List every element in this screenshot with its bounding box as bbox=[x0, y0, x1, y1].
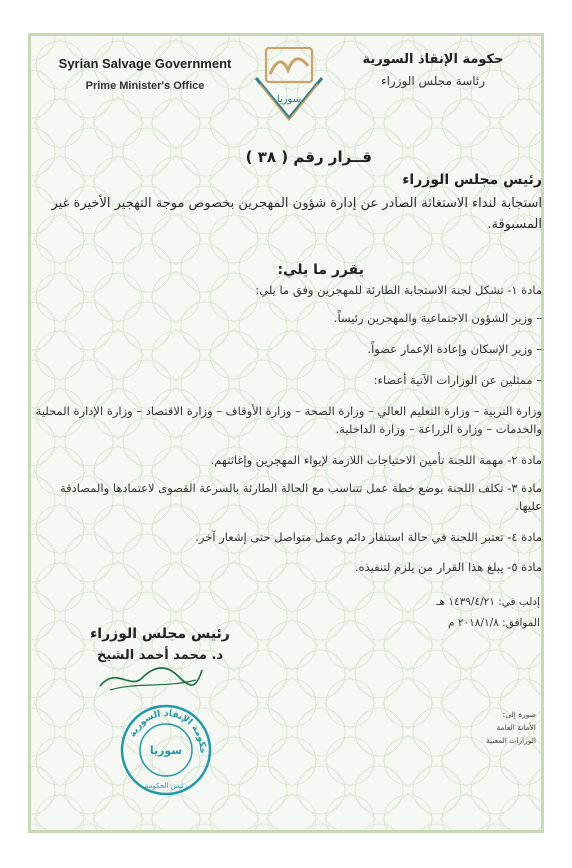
article-1: مادة ١- تشكل لجنة الاستجابة الطارئة للمهجرين وفق ما يلي: bbox=[255, 283, 542, 297]
date-gregorian: الموافق: ٢٠١٨/١/٨ م bbox=[448, 617, 540, 629]
member-ministries: – ممثلين عن الوزارات الآتية أعضاء: bbox=[373, 373, 542, 387]
office-name-ar: رئاسة مجلس الوزراء bbox=[380, 74, 486, 88]
issue-dates bbox=[340, 592, 540, 634]
article-2: مادة ٢- مهمة اللجنة تأمين الاحتياجات اللازمة لإيواء المهجرين وإغاثتهم. bbox=[210, 453, 542, 467]
stamp-center-text: سوريا bbox=[149, 744, 183, 757]
government-name-ar: حكومة الإنقاذ السورية bbox=[362, 52, 504, 67]
signatory-title: رئيس مجلس الوزراء bbox=[90, 626, 230, 642]
copies-item: الوزارات المعنية bbox=[486, 736, 536, 745]
stamp-bottom-text: رئيس الحكومة bbox=[144, 782, 188, 790]
article-3: مادة ٣- تكلف اللجنة بوضع خطة عمل تتناسب مع الحالة الطارئة بالسرعة القصوى لاعتمادها والمصادقة عليها. bbox=[60, 481, 542, 513]
stamp-ring-text: حكومة الإنقاذ السورية bbox=[127, 708, 208, 755]
decision-title: قــرار رقم ( ٣٨ ) bbox=[245, 148, 372, 166]
preamble: استجابة لنداء الاستغاثة الصادر عن إدارة شؤون المهجرين بخصوص موجة التهجير الأخيرة غير المسبوقة. bbox=[51, 196, 542, 232]
decides-heading: يقرر ما يلي: bbox=[277, 262, 364, 278]
copies-heading: صورة إلى: bbox=[502, 710, 536, 719]
copies-to bbox=[396, 708, 536, 747]
chief-heading: رئيس مجلس الوزراء bbox=[402, 172, 542, 188]
official-stamp bbox=[118, 702, 214, 798]
signatory-name: د. محمد أحمد الشيخ bbox=[96, 648, 224, 663]
government-name-en: Syrian Salvage Government bbox=[58, 56, 232, 71]
handwritten-signature bbox=[96, 660, 206, 696]
header-arabic bbox=[328, 52, 538, 88]
logo-wordmark: سوريا bbox=[276, 94, 302, 105]
government-logo bbox=[250, 40, 328, 124]
signatory-block bbox=[70, 626, 250, 663]
date-hijri: إدلب في: ١٤٣٩/٤/٢١ هـ bbox=[436, 596, 540, 608]
member-housing: – وزير الإسكان وإعادة الإعمار عضواً. bbox=[367, 342, 542, 356]
copies-item: الأمانة العامة bbox=[496, 723, 536, 732]
article-5: مادة ٥- يبلغ هذا القرار من يلزم لتنفيذه. bbox=[354, 560, 542, 574]
ministries-list: وزارة التربية – وزارة التعليم العالي – وزارة الصحة – وزارة الأوقاف – وزارة الاقتصاد – وزارة الإدارة المحلية والخدمات – وزارة الزراعة – وزارة الداخلية. bbox=[35, 404, 542, 436]
member-social-affairs: – وزير الشؤون الاجتماعية والمهجرين رئيساً. bbox=[333, 311, 542, 325]
office-name-en: Prime Minister's Office bbox=[85, 80, 205, 92]
article-4: مادة ٤- تعتبر اللجنة في حالة استنفار دائم وعمل متواصل حتى إشعار آخر. bbox=[195, 530, 542, 544]
header-english bbox=[40, 56, 250, 92]
